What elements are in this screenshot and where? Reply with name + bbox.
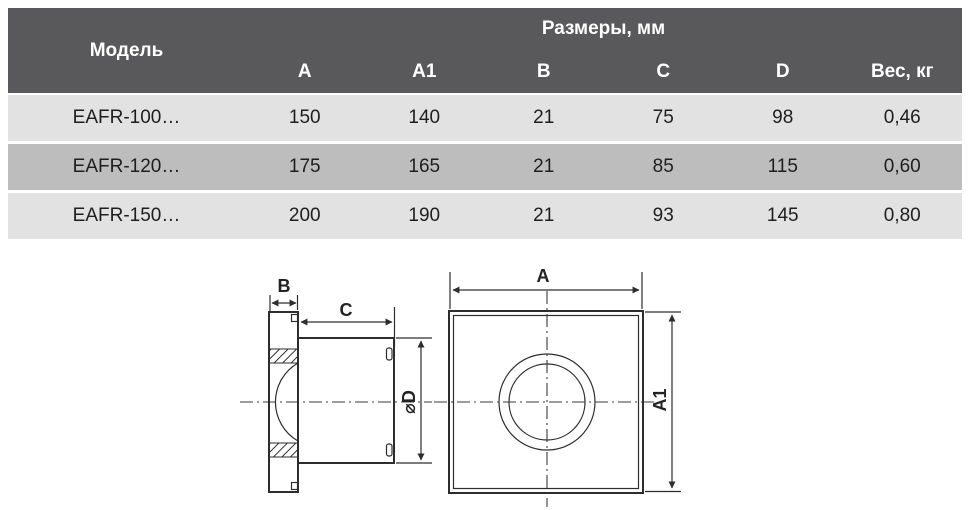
header-col-a: A [297,60,312,82]
cell-b: 21 [533,205,555,226]
cell-d: 98 [772,107,794,128]
dimension-a [450,266,642,309]
header-col-a1: A1 [412,60,437,82]
duct-body [298,338,394,463]
cell-a1: 165 [408,156,441,177]
dim-label-a: A [536,266,550,286]
cell-model: EAFR-100… [72,107,181,128]
cell-d: 145 [766,205,799,226]
hatch-section-bottom [270,443,298,457]
cell-weight: 0,80 [883,205,921,226]
cell-a: 200 [288,205,321,226]
dimension-c [301,300,395,347]
cell-d: 115 [767,156,798,177]
cell-a: 175 [288,156,321,177]
dim-label-b: B [277,276,291,296]
dim-label-a1: A1 [650,388,670,412]
dimension-d [396,338,432,463]
dim-label-d: ⌀D [399,390,419,414]
cell-c: 75 [652,107,674,128]
header-col-c: C [656,60,671,82]
panel-notch [292,483,298,490]
hatch-section-top [270,349,298,363]
cell-c: 85 [652,156,674,177]
header-model: Модель [89,39,164,61]
cell-model: EAFR-120… [72,156,181,177]
header-dimensions-group: Размеры, мм [541,18,666,39]
cell-c: 93 [652,205,674,226]
header-col-weight: Вес, кг [870,60,934,82]
cell-b: 21 [533,107,555,128]
cell-a1: 190 [408,205,441,226]
header-col-b: B [536,60,551,82]
cell-a: 150 [288,107,321,128]
cell-weight: 0,46 [883,107,921,128]
latch-detail [387,444,393,456]
latch-detail [387,348,393,360]
side-view-drawing [240,276,432,492]
front-view-drawing [434,266,681,507]
header-col-d: D [775,60,790,82]
panel-notch [292,315,298,322]
cell-a1: 140 [408,107,441,128]
dimension-a1 [645,312,681,492]
dimension-b [270,276,298,312]
dim-label-c: C [339,300,353,320]
cell-model: EAFR-150… [72,205,181,226]
cell-weight: 0,60 [883,156,921,177]
cell-b: 21 [533,156,555,177]
